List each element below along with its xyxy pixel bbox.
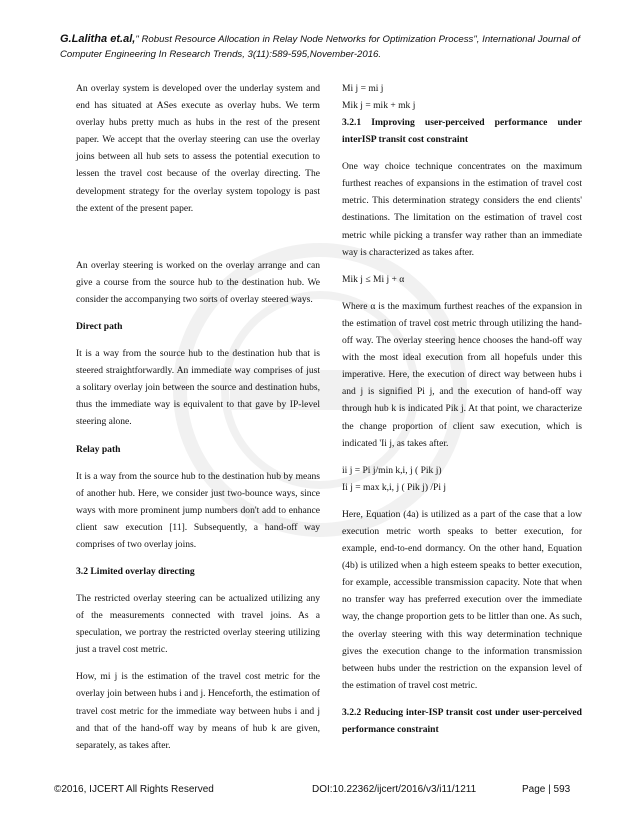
section-heading-direct-path: Direct path <box>76 321 123 333</box>
equation: Mi j = mi j <box>342 83 384 94</box>
paragraph: One way choice technique concentrates on the maximum furthest reaches of expansions in the estimation of travel cost metric. This determination strategy considers the end clients' destinations. The limitation on the estimation of travel cost metric while picking a transfer way rather than an immediate way is characterized as takes after. <box>342 161 582 258</box>
footer-page-number: Page | 593 <box>522 784 571 795</box>
paragraph: Where α is the maximum furthest reaches of the expansion in the estimation of travel cost metric through utilizing the hand-off way. The overlay steering hence chooses the hand-off way with the most ideal execution from all hopefuls under this imperative. Here, the execution of direct way between hubs i and j is signified Pi j, and the execution of hand-off way through hub k is indicated Pik j. At that point, we characterize the change proportion of client saw execution, which is indicated 'Ii j, as takes after. <box>342 300 582 449</box>
equation: Ii j = max k,i, j ( Pik j) /Pi j <box>342 481 447 493</box>
equation: ii j = Pi j/min k,i, j ( Pik j) <box>342 464 442 476</box>
equation: Mik j ≤ Mi j + α <box>342 273 405 285</box>
paragraph: It is a way from the source hub to the destination hub by means of another hub. Here, we consider just two-bounce ways, since ways with more prominent jump numbers don't add to enhance client saw execution [11]. Subsequently, a hand-off way comprises of two overlay joins. <box>76 470 320 550</box>
paragraph: The restricted overlay steering can be actualized utilizing any of the measurements connected with travel joins. As a speculation, we portray the restricted overlay steering utilizing just a travel cost metric. <box>76 592 320 656</box>
header-authors: G.Lalitha et.al, <box>60 33 136 45</box>
section-heading-321: 3.2.1 Improving user-perceived performance under interISP transit cost constraint <box>342 117 582 146</box>
footer-copyright: ©2016, IJCERT All Rights Reserved <box>54 784 214 795</box>
paragraph: Here, Equation (4a) is utilized as a part of the case that a low execution metric worth speaks to better execution, for example, end-to-end dormancy. On the other hand, Equation (4b) is utilized when a high esteem speaks to better execution, for example, accessible transmission capacity. Note that when no transfer way has preferred execution over the immediate way, the change proportion gets to be littler than one. As such, the overlay steering with this way determination technique gives the execution change to the information transmission between hubs under the restriction on the expansion level of the estimation of travel cost metric. <box>342 508 582 691</box>
header-citation: " Robust Resource Allocation in Relay Node Networks for Optimization Process", International Journal of Computer Engineering In Research Trends, 3(11):589-595,November-2016. <box>60 34 580 60</box>
left-column <box>76 80 320 764</box>
page-footer <box>54 784 584 800</box>
footer-doi: DOI:10.22362/ijcert/2016/v3/i11/1211 <box>312 784 477 795</box>
section-heading-relay-path: Relay path <box>76 443 121 455</box>
paragraph: It is a way from the source hub to the destination hub that is steered straightforwardly. An immediate way comprises of just a solitary overlay join between the source and destination hubs, thus the immediate way is equivalent to that gave by IP-level steering alone. <box>76 348 320 428</box>
equation: Mik j = mik + mk j <box>342 100 416 112</box>
paragraph: An overlay system is developed over the underlay system and end has situated at ASes execute as overlay hubs. We term overlay hubs pretty much as hubs in the rest of the present paper. We accept that the overlay steering can use the overlay joins between all hub sets to assess the potential execution to lessen the travel cost because of the overlay directing. The development strategy for the overlay system topology is past the extent of the present paper. <box>76 83 320 214</box>
section-heading-322: 3.2.2 Reducing inter-ISP transit cost under user-perceived performance constraint <box>342 706 582 735</box>
section-heading-limited-overlay: 3.2 Limited overlay directing <box>76 565 195 577</box>
page-header <box>60 32 580 62</box>
paragraph: An overlay steering is worked on the overlay arrange and can give a course from the source hub to the destination hub. We consider the accompanying two sorts of overlay steered ways. <box>76 259 320 305</box>
right-column <box>342 80 582 748</box>
paragraph: How, mi j is the estimation of the travel cost metric for the overlay join between hubs i and j. Henceforth, the estimation of travel cost metric for the immediate way between hubs i and j and that of the hand-off way by means of hub k are given, separately, as takes after. <box>76 671 320 751</box>
